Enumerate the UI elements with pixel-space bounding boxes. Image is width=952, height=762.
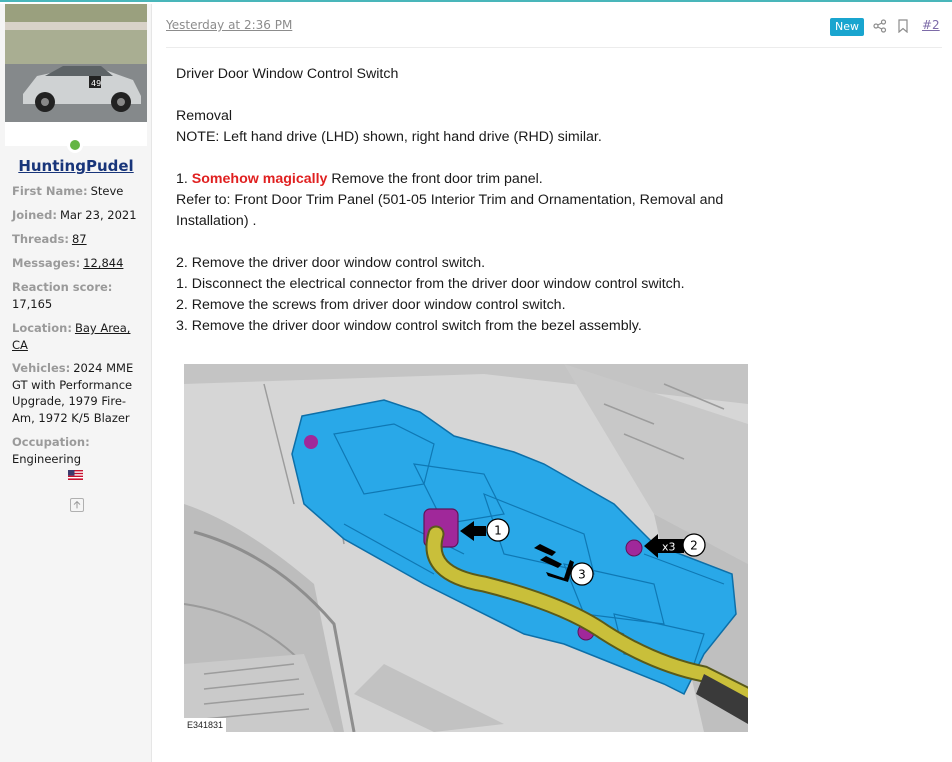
field-value: Engineering (12, 451, 81, 466)
scroll-up-icon[interactable] (70, 498, 84, 512)
svg-text:49: 49 (91, 79, 102, 88)
step-1-highlight: Somehow magically (191, 171, 328, 187)
step-1-reference: Refer to: Front Door Trim Panel (501-05 Interior Trim and Ornamentation, Removal and Installation) . (176, 192, 724, 229)
user-sidebar (0, 4, 152, 762)
section-heading: Removal (176, 108, 232, 124)
field-label: Threads: (12, 232, 69, 246)
field-value: Mar 23, 2021 (59, 208, 137, 222)
callout-1-label: 1 (494, 523, 502, 538)
field-value: Steve (90, 184, 124, 198)
user-field-joined (12, 207, 144, 224)
location-link[interactable]: Bay Area, CA (12, 321, 131, 352)
callout-2-multiplier: x3 (662, 540, 676, 554)
step-2: 2. Remove the driver door window control switch. (176, 255, 486, 271)
callout-2-label: 2 (690, 538, 698, 553)
substep-1: 1. Disconnect the electrical connector from the driver door window control switch. (176, 276, 685, 292)
step-1 (176, 169, 776, 190)
online-status-icon (67, 137, 83, 153)
user-field-threads (12, 231, 144, 248)
username-link[interactable]: HuntingPudel (18, 157, 134, 175)
user-field-vehicles (12, 360, 144, 426)
field-value: 17,165 (12, 296, 53, 311)
step-1-text: Remove the front door trim panel. (327, 171, 543, 187)
field-label: Messages: (12, 256, 81, 270)
substep-2: 2. Remove the screws from driver door window control switch. (176, 297, 566, 313)
field-label: Occupation: (12, 435, 90, 449)
user-field-location (12, 320, 144, 353)
post-body (176, 64, 776, 337)
messages-link[interactable]: 12,844 (83, 256, 124, 270)
callout-3-label: 3 (578, 567, 586, 582)
field-label: Joined: (12, 208, 57, 222)
user-field-occupation (12, 434, 144, 467)
note-text: NOTE: Left hand drive (LHD) shown, right hand drive (RHD) similar. (176, 129, 602, 145)
user-field-messages (12, 255, 144, 272)
user-field-first-name (12, 183, 144, 200)
user-field-reaction-score (12, 279, 144, 312)
step-1-number: 1. (176, 171, 188, 187)
bookmark-icon[interactable] (897, 19, 909, 33)
post-header (166, 4, 942, 48)
field-label: Vehicles: (12, 361, 71, 375)
post-number-link[interactable]: #2 (922, 18, 940, 32)
share-icon[interactable] (873, 19, 887, 33)
diagram-illustration (184, 364, 748, 732)
new-badge: New (830, 18, 864, 36)
threads-link[interactable]: 87 (71, 232, 87, 246)
us-flag-icon (68, 470, 83, 480)
post-title: Driver Door Window Control Switch (176, 66, 399, 82)
field-label: Location: (12, 321, 72, 335)
removal-diagram[interactable] (184, 364, 748, 732)
substep-3: 3. Remove the driver door window control switch from the bezel assembly. (176, 318, 642, 334)
avatar[interactable] (5, 4, 147, 146)
figure-code: E341831 (184, 718, 226, 732)
post-timestamp-link[interactable]: Yesterday at 2:36 PM (166, 18, 293, 32)
field-value: 2024 MME GT with Performance Upgrade, 1979 Fire-Am, 1972 K/5 Blazer (12, 361, 134, 425)
field-label: First Name: (12, 184, 88, 198)
avatar-image (5, 4, 147, 146)
field-label: Reaction score: (12, 280, 113, 294)
